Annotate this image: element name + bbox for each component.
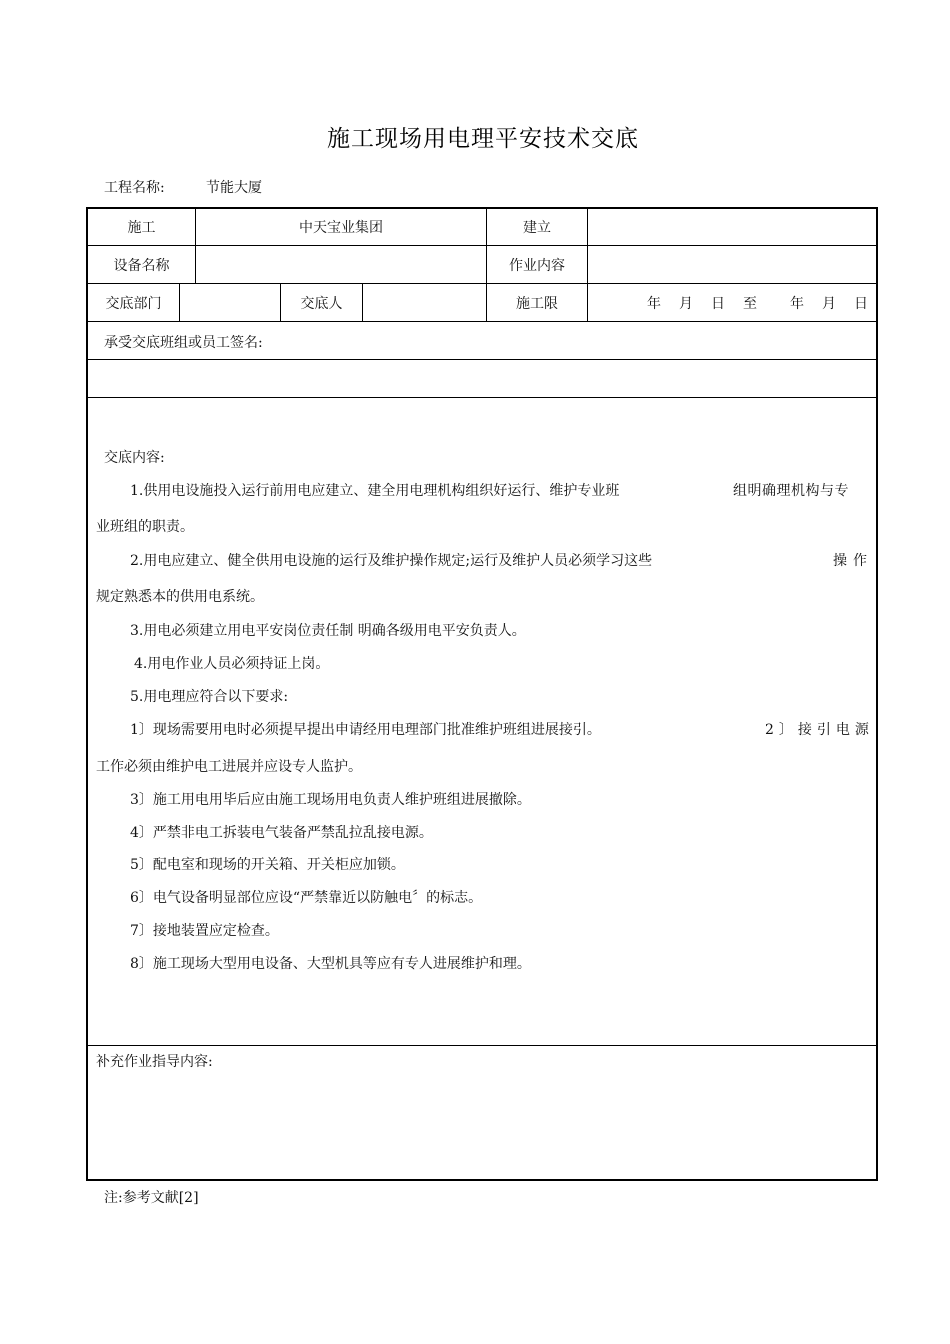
equipment-name-value xyxy=(196,246,486,283)
document-title: 施工现场用电理平安技术交底 xyxy=(327,126,639,152)
row-divider xyxy=(87,359,877,360)
signature-label: 承受交底班组或员工签名: xyxy=(104,335,263,351)
work-content-label: 作业内容 xyxy=(509,257,565,274)
content-heading: 交底内容: xyxy=(104,450,165,466)
date-day-start: 日 xyxy=(711,296,725,312)
footnote: 注:参考文献[2] xyxy=(104,1190,199,1206)
row-divider xyxy=(87,397,877,398)
content-item-1: 1.供用电设施投入运行前用电应建立、建全用电理机构组织好运行、维护专业班 xyxy=(130,483,620,499)
content-item-4: 4.用电作业人员必须持证上岗。 xyxy=(134,656,330,672)
content-subitem-2-start: 2〕接引电源 xyxy=(765,722,874,738)
content-item-2: 2.用电应建立、健全供用电设施的运行及维护操作规定;运行及维护人员必须学习这些 xyxy=(130,553,653,569)
equipment-name-label: 设备名称 xyxy=(113,257,170,274)
content-item-5: 5.用电理应符合以下要求: xyxy=(130,689,289,705)
construction-unit-label: 施工 xyxy=(127,219,156,236)
construction-unit-value: 中天宝业集团 xyxy=(299,219,383,236)
handover-dept-value xyxy=(180,284,280,321)
work-content-value xyxy=(588,246,876,283)
date-to: 至 xyxy=(743,296,757,312)
supplement-label: 补充作业指导内容: xyxy=(96,1054,213,1070)
row-divider xyxy=(87,321,877,322)
content-item-1-tail: 组明确理机构与专 xyxy=(733,483,849,499)
supervision-unit-value xyxy=(588,208,876,245)
content-subitem-8: 8〕施工现场大型用电设备、大型机具等应有专人进展维护和理。 xyxy=(130,956,531,972)
content-subitem-4: 4〕严禁非电工拆装电气装备严禁乱拉乱接电源。 xyxy=(130,825,433,841)
handover-dept-label: 交底部门 xyxy=(105,295,162,312)
content-item-2-tail: 操作 xyxy=(833,553,873,569)
content-item-2-cont: 规定熟悉本的供用电系统。 xyxy=(96,589,264,605)
handover-person-value xyxy=(363,284,486,321)
supervision-unit-label: 建立 xyxy=(523,219,551,236)
date-year-end: 年 xyxy=(790,296,804,312)
date-month-start: 月 xyxy=(679,296,693,312)
content-subitem-1: 1〕现场需要用电时必须提早提出申请经用电理部门批准维护班组进展接引。 xyxy=(130,722,601,738)
construction-period-label: 施工限 xyxy=(516,295,558,312)
content-subitem-2-cont: 工作必须由维护电工进展并应设专人监护。 xyxy=(96,759,362,775)
date-day-end: 日 xyxy=(854,296,868,312)
handover-person-label: 交底人 xyxy=(300,295,343,312)
project-name-label: 工程名称: xyxy=(104,180,165,196)
row-divider xyxy=(87,1045,877,1046)
content-subitem-5: 5〕配电室和现场的开关箱、开关柜应加锁。 xyxy=(130,857,405,873)
date-month-end: 月 xyxy=(822,296,836,312)
content-subitem-3: 3〕施工用电用毕后应由施工现场用电负责人维护班组进展撤除。 xyxy=(130,792,531,808)
content-item-1-cont: 业班组的职责。 xyxy=(96,519,194,535)
content-item-3: 3.用电必须建立用电平安岗位责任制 明确各级用电平安负责人。 xyxy=(130,623,526,639)
content-subitem-7: 7〕接地装置应定检查。 xyxy=(130,923,279,939)
date-year-start: 年 xyxy=(647,296,661,312)
project-name-value: 节能大厦 xyxy=(206,180,262,196)
content-subitem-6: 6〕电气设备明显部位应设“严禁靠近以防触电〞的标志。 xyxy=(130,890,483,906)
